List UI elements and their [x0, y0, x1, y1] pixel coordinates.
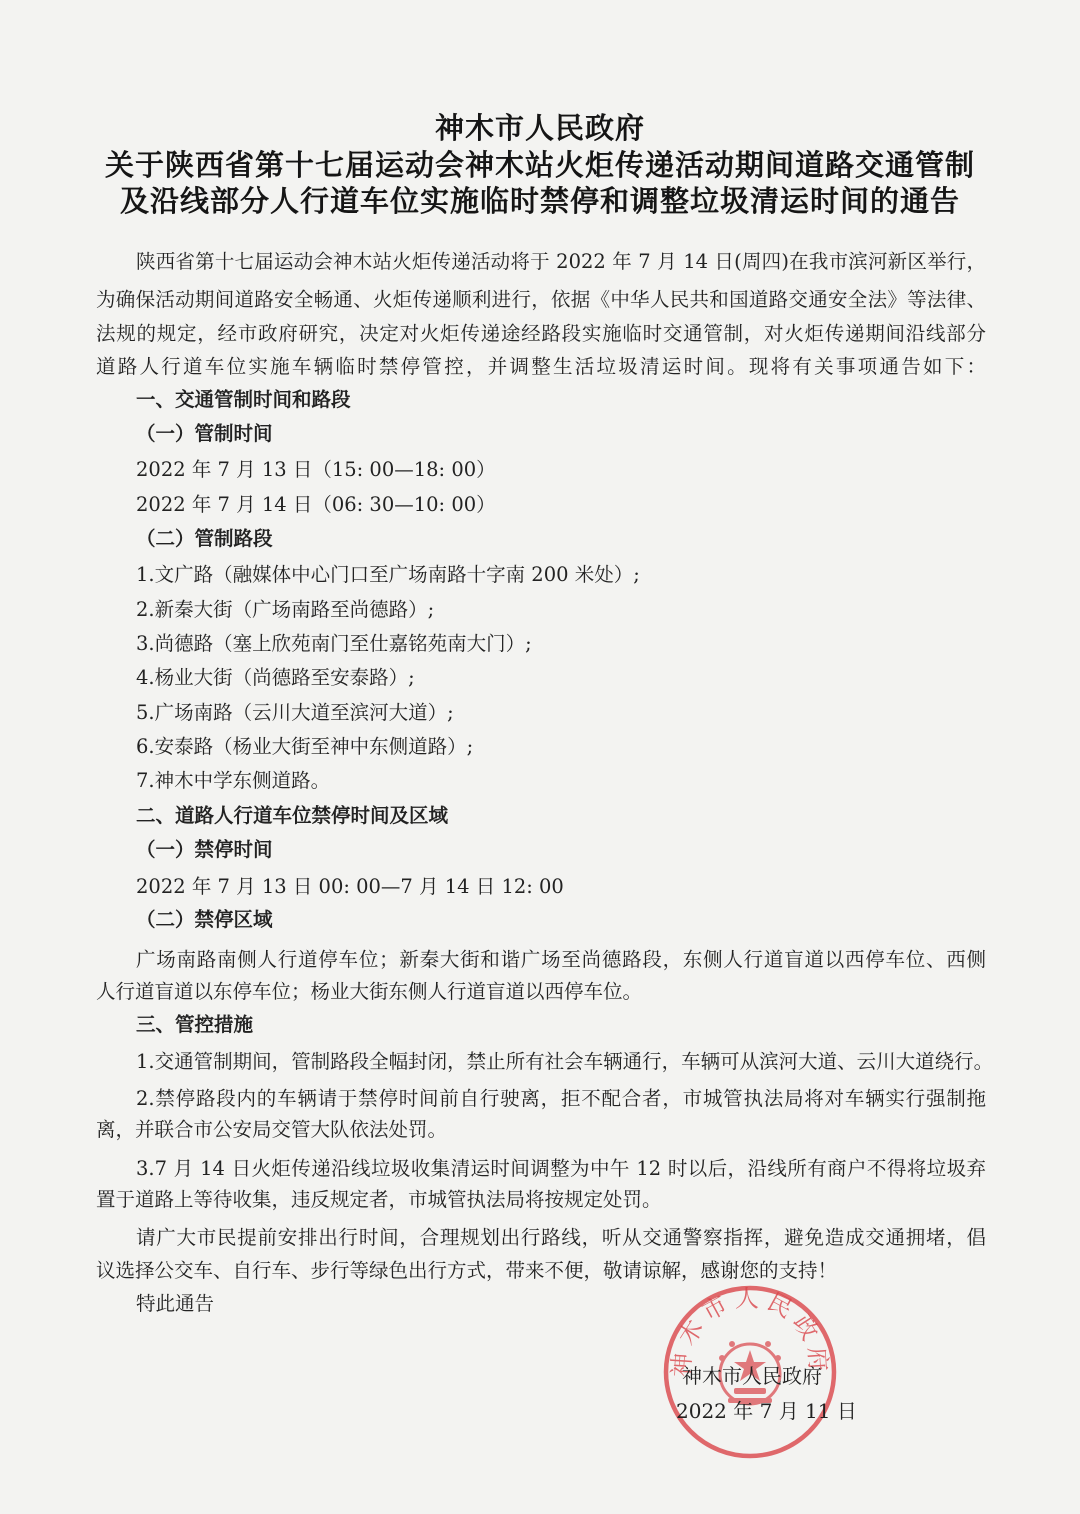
- measure-3-line-1: 3.7 月 14 日火炬传递沿线垃圾收集清运时间调整为中午 12 时以后，沿线所有商户不得将垃圾弃: [136, 1157, 986, 1180]
- road-item-2: 2.新秦大街（广场南路至尚德路）;: [136, 598, 435, 621]
- section-1-sub-2: （二）管制路段: [136, 527, 273, 550]
- intro-line-1: 陕西省第十七届运动会神木站火炬传递活动将于 2022 年 7 月 14 日(周四)在我市滨河新区举行，: [136, 250, 986, 273]
- measure-2-line-2: 离，并联合市公安局交管大队依法处罚。: [96, 1118, 448, 1141]
- special-notice: 特此通告: [136, 1292, 215, 1315]
- section-2-sub-2: （二）禁停区域: [136, 908, 273, 931]
- measure-1: 1.交通管制期间，管制路段全幅封闭，禁止所有社会车辆通行，车辆可从滨河大道、云川大道绕行。: [136, 1050, 994, 1073]
- road-item-4: 4.杨业大街（尚德路至安泰路）;: [136, 666, 415, 689]
- road-item-5: 5.广场南路（云川大道至滨河大道）;: [136, 701, 454, 724]
- section-3-heading: 三、管控措施: [136, 1013, 254, 1036]
- document-title-line-1: 关于陕西省第十七届运动会神木站火炬传递活动期间道路交通管制: [104, 148, 975, 182]
- road-item-3: 3.尚德路（塞上欣苑南门至仕嘉铭苑南大门）;: [136, 632, 532, 655]
- intro-line-4: 道路人行道车位实施车辆临时禁停管控，并调整生活垃圾清运时间。现将有关事项通告如下：: [96, 355, 986, 378]
- intro-line-2: 为确保活动期间道路安全畅通、火炬传递顺利进行，依据《中华人民共和国道路交通安全法》等法律、: [96, 288, 986, 311]
- section-1-heading: 一、交通管制时间和路段: [136, 388, 351, 411]
- control-time-2: 2022 年 7 月 14 日（06: 30—10: 00）: [136, 493, 496, 516]
- closing-line-2: 议选择公交车、自行车、步行等绿色出行方式，带来不便，敬请谅解，感谢您的支持！: [96, 1259, 838, 1282]
- no-parking-area-line-2: 人行道盲道以东停车位；杨业大街东侧人行道盲道以西停车位。: [96, 980, 643, 1003]
- road-item-1: 1.文广路（融媒体中心门口至广场南路十字南 200 米处）;: [136, 563, 640, 586]
- no-parking-time: 2022 年 7 月 13 日 00: 00—7 月 14 日 12: 00: [136, 875, 564, 898]
- seal-text: 神木市人民政府: [667, 1284, 833, 1379]
- measure-2-line-1: 2.禁停路段内的车辆请于禁停时间前自行驶离，拒不配合者，市城管执法局将对车辆实行强制拖: [136, 1087, 986, 1110]
- document-title-line-2: 及沿线部分人行道车位实施临时禁停和调整垃圾清运时间的通告: [119, 184, 960, 218]
- signature-date: 2022 年 7 月 11 日: [676, 1399, 857, 1423]
- no-parking-area-line-1: 广场南路南侧人行道停车位；新秦大街和谐广场至尚德路段，东侧人行道盲道以西停车位、西侧: [136, 948, 986, 971]
- measure-3-line-2: 置于道路上等待收集，违反规定者，市城管执法局将按规定处罚。: [96, 1188, 662, 1211]
- signature-org: 神木市人民政府: [682, 1364, 822, 1388]
- section-2-sub-1: （一）禁停时间: [136, 838, 273, 861]
- road-item-7: 7.神木中学东侧道路。: [136, 769, 331, 792]
- closing-line-1: 请广大市民提前安排出行时间，合理规划出行路线，听从交通警察指挥，避免造成交通拥堵，倡: [136, 1226, 986, 1249]
- issuer-title: 神木市人民政府: [434, 111, 645, 145]
- control-time-1: 2022 年 7 月 13 日（15: 00—18: 00）: [136, 458, 496, 481]
- intro-line-3: 法规的规定，经市政府研究，决定对火炬传递途经路段实施临时交通管制，对火炬传递期间沿线部分: [96, 322, 986, 345]
- section-1-sub-1: （一）管制时间: [136, 422, 273, 445]
- section-2-heading: 二、道路人行道车位禁停时间及区域: [136, 804, 449, 827]
- road-item-6: 6.安泰路（杨业大街至神中东侧道路）;: [136, 735, 474, 758]
